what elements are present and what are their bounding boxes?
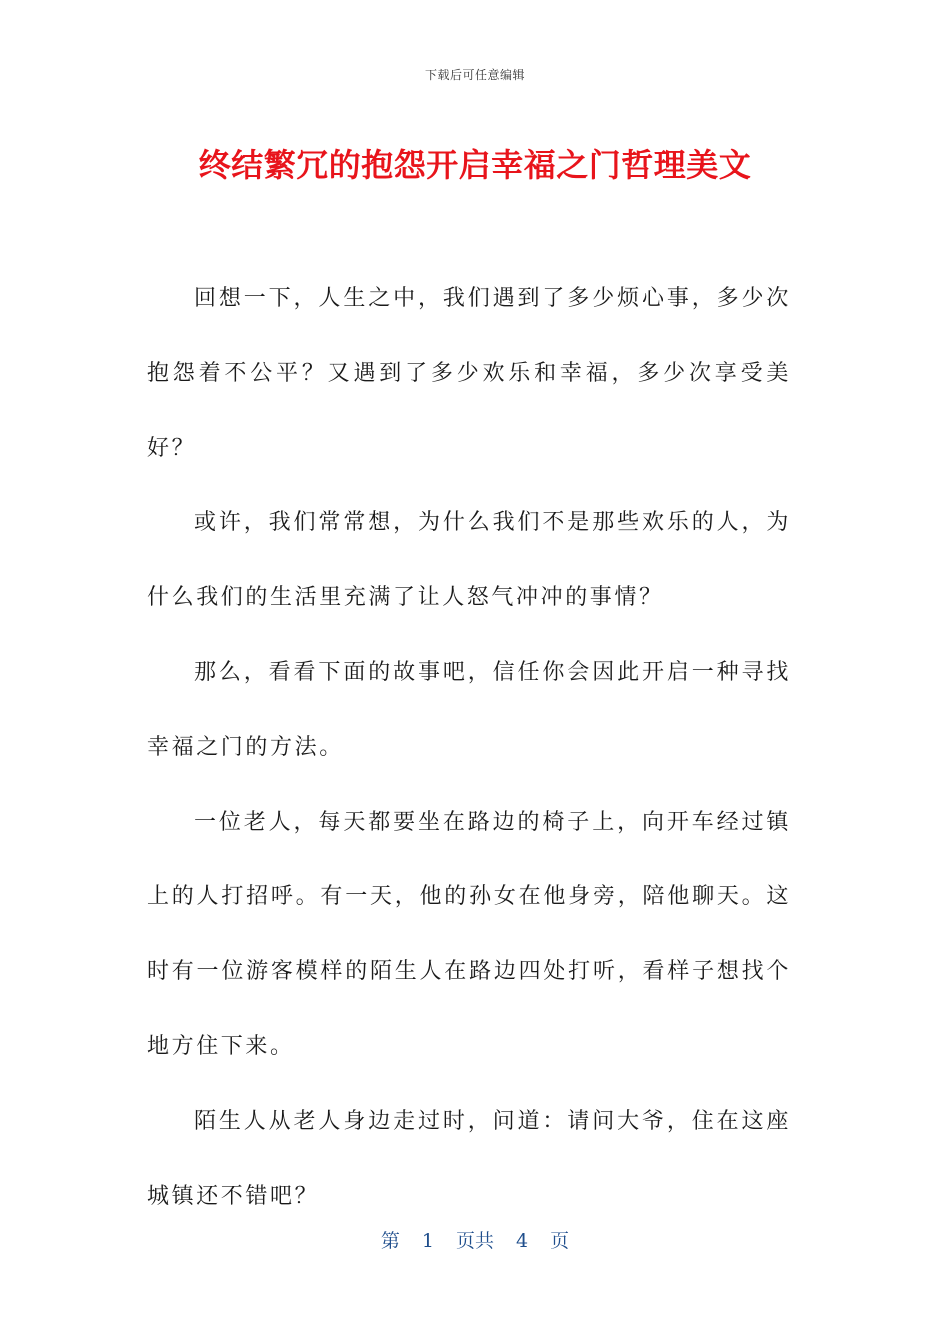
- paragraph: 或许，我们常常想，为什么我们不是那些欢乐的人，为什么我们的生活里充满了让人怒气冲冲的事情？: [147, 510, 791, 611]
- total-pages: 4: [516, 1230, 529, 1252]
- header-note: 下载后可任意编辑: [424, 68, 525, 82]
- page-number: 1: [421, 1230, 434, 1252]
- page-footer: [0, 1226, 950, 1253]
- paragraph: 回想一下，人生之中，我们遇到了多少烦心事，多少次抱怨着不公平？又遇到了多少欢乐和幸福，多少次享受美好？: [147, 286, 791, 461]
- page-suffix: 页: [550, 1230, 570, 1252]
- paragraph: 陌生人从老人身边走过时，问道：请问大爷，住在这座城镇还不错吧？: [147, 1108, 791, 1209]
- document-title: 终结繁冗的抱怨开启幸福之门哲理美文: [198, 146, 752, 184]
- paragraph: 那么，看看下面的故事吧，信任你会因此开启一种寻找幸福之门的方法。: [147, 659, 791, 760]
- paragraph: 一位老人，每天都要坐在路边的椅子上，向开车经过镇上的人打招呼。有一天，他的孙女在他身旁，陪他聊天。这时有一位游客模样的陌生人在路边四处打听，看样子想找个地方住下来。: [147, 809, 791, 1059]
- document-body: [147, 262, 791, 1234]
- of-label: 页共: [455, 1230, 494, 1252]
- page-label: 第: [380, 1230, 400, 1252]
